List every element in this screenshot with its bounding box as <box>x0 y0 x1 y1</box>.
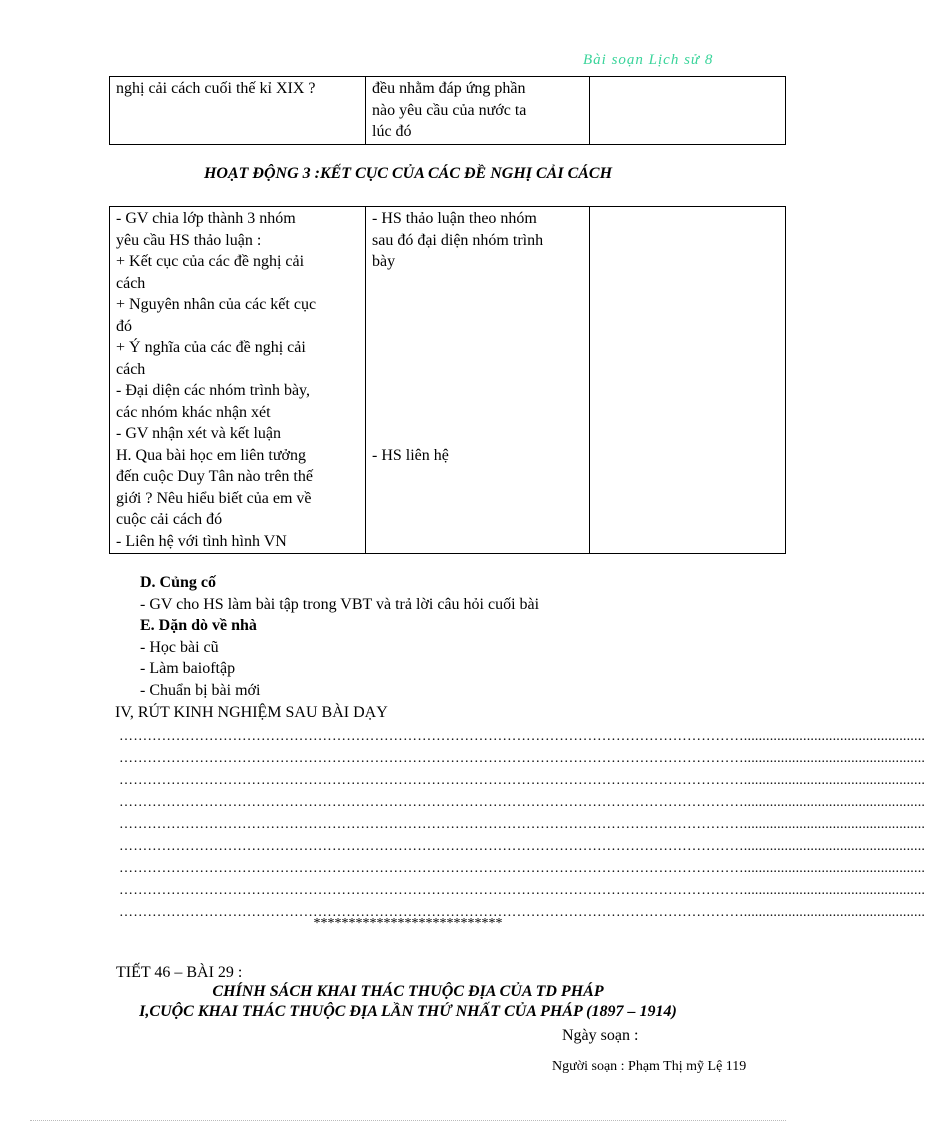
cell-line: H. Qua bài học em liên tưởng <box>116 446 306 464</box>
cell-line: sau đó đại diện nhóm trình <box>372 231 544 249</box>
lesson-title: CHÍNH SÁCH KHAI THÁC THUỘC ĐỊA CỦA TD PHÁP <box>212 983 604 1000</box>
homework-item: - Học bài cũ <box>140 638 219 656</box>
date-label <box>562 1025 638 1047</box>
notes-line: ……………………………………………………………………………………………………………………................................................. <box>119 883 925 898</box>
lesson-subtitle: I,CUỘC KHAI THÁC THUỘC ĐỊA LẦN THỨ NHẤT CỦA PHÁP (1897 – 1914) <box>139 1003 677 1020</box>
table-row <box>110 77 786 145</box>
author-credit-text: Người soạn : Phạm Thị mỹ Lệ 119 <box>552 1059 747 1074</box>
cell-line: nghị cải cách cuối thế kỉ XIX ? <box>116 80 316 97</box>
cell-line: - GV chia lớp thành 3 nhóm <box>116 210 296 227</box>
separator-stars: *************************** <box>313 916 503 931</box>
cell-line: các nhóm khác nhận xét <box>116 403 271 421</box>
section4-title <box>115 702 388 724</box>
cell-line: + Kết cục của các đề nghị cải <box>116 253 305 270</box>
footer-divider <box>30 1120 786 1121</box>
cell-line: + Nguyên nhân của các kết cục <box>116 296 317 313</box>
consolidation-heading: D. Củng cố <box>140 574 217 591</box>
cell-line: cách <box>116 360 146 378</box>
cell-line: đều nhằm đáp ứng phần <box>372 80 526 97</box>
notes-line: ……………………………………………………………………………………………………………………................................................. <box>119 795 925 810</box>
cell-line: - Đại diện các nhóm trình bày, <box>116 382 311 399</box>
student-activity-cell <box>366 207 590 554</box>
cell-line: đến cuộc Duy Tân nào trên thế <box>116 468 313 485</box>
cell-line: giới ? Nêu hiểu biết của em về <box>116 489 312 507</box>
notes-line: ……………………………………………………………………………………………………………………................................................. <box>119 817 925 832</box>
cell-spacer <box>372 273 583 445</box>
cell-line: cách <box>116 274 146 292</box>
notes-line: ……………………………………………………………………………………………………………………................................................. <box>119 905 925 920</box>
homework-heading: E. Dặn dò về nhà <box>140 617 257 634</box>
continuation-table <box>109 76 786 145</box>
author-credit <box>552 1056 746 1078</box>
notes-line: ……………………………………………………………………………………………………………………................................................. <box>119 861 925 876</box>
cell-line: + Ý nghĩa của các đề nghị cải <box>116 339 306 356</box>
lesson-code <box>116 962 242 984</box>
teacher-activity-cell <box>110 77 366 145</box>
cell-line: lúc đó <box>372 123 412 140</box>
section4-title-text: IV, RÚT KINH NGHIỆM SAU BÀI DẠY <box>115 704 388 721</box>
date-label-text: Ngày soạn : <box>562 1027 639 1044</box>
cell-line: - GV nhận xét và kết luận <box>116 425 281 442</box>
consolidation-section <box>140 572 539 701</box>
activity3-table <box>109 206 786 554</box>
cell-line: - HS liên hệ <box>372 446 449 464</box>
activity3-heading: HOẠT ĐỘNG 3 :KẾT CỤC CỦA CÁC ĐỀ NGHỊ CẢI CÁCH <box>203 165 613 182</box>
notes-line: ……………………………………………………………………………………………………………………................................................. <box>119 773 925 788</box>
homework-item: - Chuẩn bị bài mới <box>140 681 261 699</box>
cell-line: - HS thảo luận theo nhóm <box>372 210 537 227</box>
notes-line: ……………………………………………………………………………………………………………………................................................. <box>119 751 925 766</box>
consolidation-line: - GV cho HS làm bài tập trong VBT và trả lời câu hỏi cuối bài <box>140 595 540 613</box>
content-cell <box>590 77 786 145</box>
table-row <box>110 207 786 554</box>
cell-line: - Liên hệ với tình hình VN <box>116 532 287 550</box>
cell-line: bày <box>372 253 396 270</box>
cell-line: cuộc cải cách đó <box>116 511 223 528</box>
notes-line: ……………………………………………………………………………………………………………………................................................. <box>119 839 925 854</box>
lesson-code-text: TIẾT 46 – BÀI 29 : <box>116 964 243 981</box>
content-cell <box>590 207 786 554</box>
header-watermark: Bài soạn Lịch sử 8 <box>583 52 714 68</box>
cell-line: đó <box>116 317 132 335</box>
notes-line: ……………………………………………………………………………………………………………………................................................. <box>119 729 925 744</box>
teacher-activity-cell <box>110 207 366 554</box>
student-activity-cell <box>366 77 590 145</box>
cell-line: nào yêu cầu của nước ta <box>372 101 527 119</box>
cell-line: yêu cầu HS thảo luận : <box>116 231 262 249</box>
homework-item: - Làm baioftập <box>140 660 236 677</box>
